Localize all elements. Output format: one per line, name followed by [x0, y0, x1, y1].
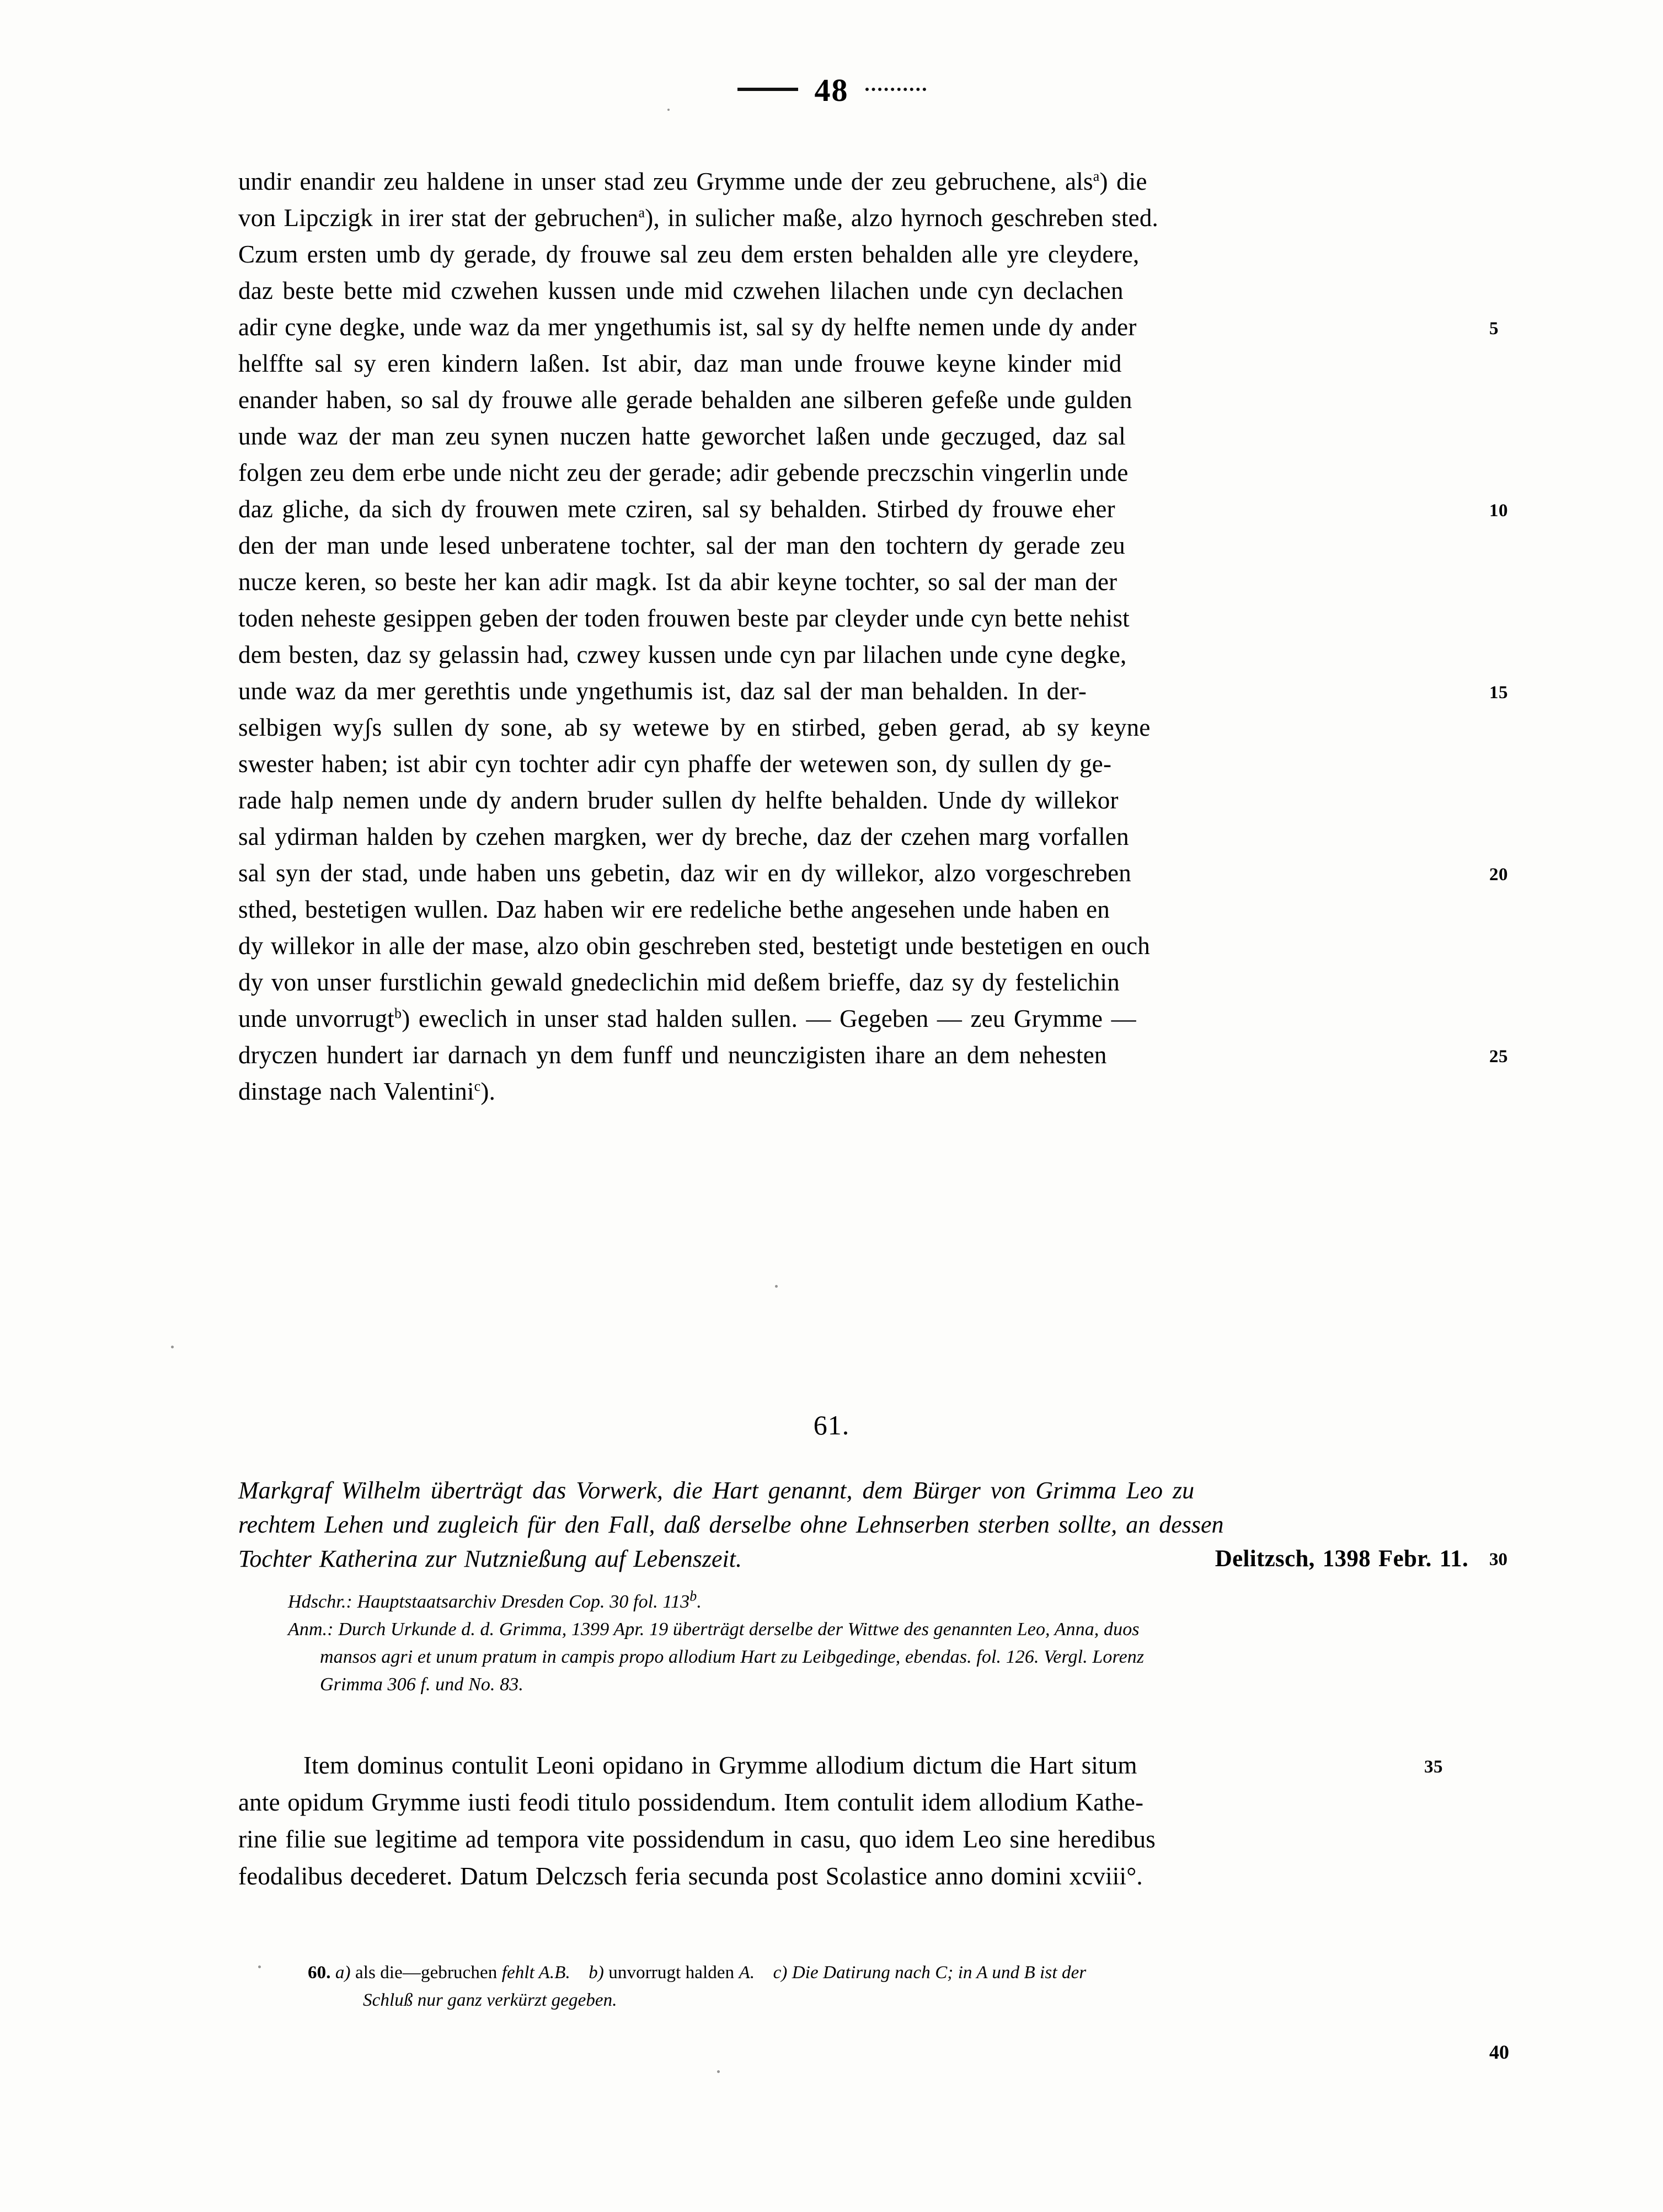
- scan-speck: [258, 1965, 261, 1968]
- body-line: [238, 709, 1507, 746]
- source-note-hdschr: [288, 1588, 1518, 1616]
- body-line-text: daz beste bette mid czwehen kussen unde mid czwehen lilachen unde cyn declachen: [238, 277, 1124, 304]
- body-line: dinstage nach Valentini$^c$).: [238, 1078, 496, 1105]
- footnote-ref-b: b: [394, 1005, 402, 1021]
- body-line: [238, 855, 1507, 891]
- body-line-text: adir cyne degke, unde waz da mer yngethumis ist, sal sy dy helfte nemen unde dy ander: [238, 313, 1137, 341]
- latin-line: [238, 1821, 1507, 1858]
- footnote-a-roman: als die—gebruchen: [355, 1963, 498, 1983]
- latin-line-text: feodalibus decederet. Datum Delczsch feria secunda post Scolastice anno domini xcviii°.: [238, 1862, 1143, 1890]
- body-line: [238, 309, 1507, 345]
- body-line-text: unde waz der man zeu synen nuczen hatte geworchet laßen unde geczuged, daz sal: [238, 422, 1126, 450]
- footnote-ref-a: a: [1093, 168, 1100, 184]
- body-line: [238, 636, 1507, 673]
- body-line-text: toden neheste gesippen geben der toden frouwen beste par cleyder unde cyn bette nehist: [238, 604, 1130, 632]
- footnote-marker-b: b): [589, 1963, 604, 1983]
- margin-line-number: 5: [1489, 319, 1499, 339]
- charter-61-latin-body: [238, 1747, 1507, 1895]
- body-line: [238, 818, 1507, 855]
- body-line: unde unvorrugt$^b$) eweclich in unser stad halden sullen. — Gegeben — zeu Grymme —: [238, 1005, 1136, 1032]
- charter-61-source-notes: [288, 1588, 1518, 1699]
- footnote-marker-a: a): [335, 1963, 351, 1983]
- body-line: undir enandir zeu haldene in unser stad zeu Grymme unde der zeu gebruchene, als$^a$) die: [238, 168, 1147, 195]
- margin-line-number: 20: [1489, 865, 1508, 885]
- latin-line-text: ante opidum Grymme iusti feodi titulo possidendum. Item contulit idem allodium Kathe-: [238, 1788, 1144, 1816]
- head-rule-right: [865, 88, 926, 91]
- body-line: [238, 454, 1507, 491]
- folio-superscript: b: [689, 1588, 697, 1604]
- footnote-line-cont: [308, 1986, 1521, 2014]
- footnote-ref-c: c: [474, 1078, 481, 1094]
- body-line: [238, 527, 1507, 564]
- body-line-text: Czum ersten umb dy gerade, dy frouwe sal zeu dem ersten behalden alle yre cleydere,: [238, 240, 1140, 268]
- body-line: [238, 673, 1507, 709]
- body-line: [238, 600, 1507, 636]
- footnote-b-italic: A.: [739, 1963, 755, 1983]
- body-line: [238, 964, 1507, 1000]
- body-line: [238, 418, 1507, 454]
- body-line: [238, 746, 1507, 782]
- scan-speck: [717, 2070, 720, 2073]
- anm-text-line-3: Grimma 306 f. und No. 83.: [320, 1674, 523, 1695]
- footnote-c-italic: Die Datirung nach C; in A und B ist der: [792, 1963, 1087, 1983]
- footnote-a-italic: fehlt A.B.: [501, 1963, 570, 1983]
- body-line-text: unde waz da mer gerethtis unde yngethumis ist, daz sal der man behalden. In der-: [238, 677, 1087, 705]
- running-head: [0, 72, 1663, 109]
- anm-text-line-1: Durch Urkunde d. d. Grimma, 1399 Apr. 19 überträgt derselbe der Wittwe des genannten Leo, Anna, duos: [338, 1619, 1140, 1640]
- footnote-line: [308, 1959, 1521, 1986]
- body-line: [238, 564, 1507, 600]
- scan-speck: [171, 1346, 174, 1348]
- body-line-text: daz gliche, da sich dy frouwen mete cziren, sal sy behalden. Stirbed dy frouwe eher: [238, 495, 1115, 523]
- body-line: [238, 891, 1507, 928]
- source-note-anm-cont: [288, 1671, 1518, 1699]
- body-line: [238, 345, 1507, 382]
- regest-line: [238, 1508, 1507, 1542]
- regest-line-text: rechtem Lehen und zugleich für den Fall, daß derselbe ohne Lehnserben sterben sollte, an dessen: [238, 1511, 1224, 1538]
- scan-speck: [667, 109, 670, 111]
- sheet-signature: 40: [1489, 2041, 1509, 2063]
- body-line: [238, 272, 1507, 309]
- anm-label: Anm.:: [288, 1619, 334, 1640]
- charter-61-number: 61.: [813, 1410, 850, 1440]
- body-line-text: nucze keren, so beste her kan adir magk. Ist da abir keyne tochter, so sal der man der: [238, 568, 1117, 596]
- margin-line-number: 35: [1424, 1757, 1443, 1777]
- latin-line: [238, 1784, 1507, 1821]
- footnote-marker-c: c): [773, 1963, 788, 1983]
- scan-speck: [775, 1285, 778, 1288]
- margin-line-number: 15: [1489, 683, 1508, 703]
- footnote-block: [308, 1959, 1521, 2014]
- latin-line: [238, 1747, 1507, 1784]
- margin-line-number: 30: [1489, 1550, 1507, 1570]
- body-line-text: selbigen wyʃs sullen dy sone, ab sy wetewe by en stirbed, geben gerad, ab sy keyne: [238, 714, 1151, 741]
- latin-line: [238, 1858, 1507, 1895]
- hdschr-label: Hdschr.:: [288, 1592, 352, 1612]
- body-line: [238, 382, 1507, 418]
- footnote-charter-number: 60.: [308, 1963, 331, 1983]
- body-line-text: folgen zeu dem erbe unde nicht zeu der gerade; adir gebende preczschin vingerlin unde: [238, 459, 1129, 486]
- body-line-text: dy willekor in alle der mase, alzo obin geschreben sted, bestetigt unde bestetigen en ouch: [238, 932, 1150, 960]
- body-line-text: dem besten, daz sy gelassin had, czwey kussen unde cyn par lilachen unde cyne degke,: [238, 641, 1127, 668]
- charter-61-regest: [238, 1474, 1507, 1576]
- charter-60-body: [238, 163, 1507, 1110]
- body-line-text: enander haben, so sal dy frouwe alle gerade behalden ane silberen gefeße unde gulden: [238, 386, 1132, 414]
- body-line: [238, 1037, 1507, 1073]
- regest-line: [238, 1474, 1507, 1508]
- footnote-b-roman: unvorrugt halden: [608, 1963, 735, 1983]
- body-line: von Lipczigk in irer stat der gebruchen$^a$), in sulicher maße, alzo hyrnoch geschreben sted.: [238, 204, 1158, 232]
- source-note-anm-cont: [288, 1643, 1518, 1671]
- body-line-text: helffte sal sy eren kindern laßen. Ist abir, daz man unde frouwe keyne kinder mid: [238, 350, 1122, 377]
- place-and-date: Delitzsch, 1398 Febr. 11.: [1215, 1546, 1468, 1572]
- body-line-text: dryczen hundert iar darnach yn dem funff und neunczigisten ihare an dem nehesten: [238, 1041, 1107, 1069]
- latin-line-text: Item dominus contulit Leoni opidano in Grymme allodium dictum die Hart situm: [303, 1752, 1137, 1779]
- footnote-c-continuation: Schluß nur ganz verkürzt gegeben.: [363, 1990, 617, 2010]
- footnote-ref-a2: a: [638, 205, 645, 221]
- body-line-text: dy von unser furstlichin gewald gnedeclichin mid deßem brieffe, daz sy dy festelichin: [238, 968, 1120, 996]
- body-line: [238, 928, 1507, 964]
- hdschr-text: Hauptstaatsarchiv Dresden Cop. 30 fol. 113$^b$.: [357, 1588, 702, 1612]
- body-line-text: swester haben; ist abir cyn tochter adir cyn phaffe der wetewen son, dy sullen dy ge-: [238, 750, 1112, 778]
- margin-line-number: 25: [1489, 1047, 1508, 1067]
- body-line-text: rade halp nemen unde dy andern bruder sullen dy helfte behalden. Unde dy willekor: [238, 786, 1119, 814]
- body-line-text: sal syn der stad, unde haben uns gebetin, daz wir en dy willekor, alzo vorgeschreben: [238, 859, 1131, 887]
- anm-text-line-2: mansos agri et unum pratum in campis propo allodium Hart zu Leibgedinge, ebendas. fol. 126. Vergl. Lorenz: [320, 1647, 1145, 1667]
- body-line: [238, 236, 1507, 272]
- regest-line-text: Tochter Katherina zur Nutznießung auf Lebenszeit.: [238, 1545, 742, 1572]
- source-note-anm: [288, 1616, 1518, 1643]
- latin-line-text: rine filie sue legitime ad tempora vite possidendum in casu, quo idem Leo sine heredibus: [238, 1825, 1156, 1853]
- margin-line-number: 10: [1489, 501, 1508, 521]
- body-line-text: den der man unde lesed unberatene tochter, sal der man den tochtern dy gerade zeu: [238, 532, 1125, 559]
- page-number: 48: [814, 72, 849, 108]
- body-line-text: undir enandir zeu haldene in unser stad zeu Grymme unde der zeu gebruchene, als: [238, 168, 1093, 195]
- head-rule-left: [737, 88, 798, 91]
- body-line: [238, 782, 1507, 818]
- regest-line: [238, 1542, 1507, 1576]
- regest-line-text: Markgraf Wilhelm überträgt das Vorwerk, die Hart genannt, dem Bürger von Grimma Leo zu: [238, 1477, 1195, 1504]
- body-line: [238, 491, 1507, 527]
- body-line-text: sal ydirman halden by czehen margken, wer dy breche, daz der czehen marg vorfallen: [238, 823, 1129, 850]
- body-line-text: sthed, bestetigen wullen. Daz haben wir ere redeliche bethe angesehen unde haben en: [238, 896, 1110, 923]
